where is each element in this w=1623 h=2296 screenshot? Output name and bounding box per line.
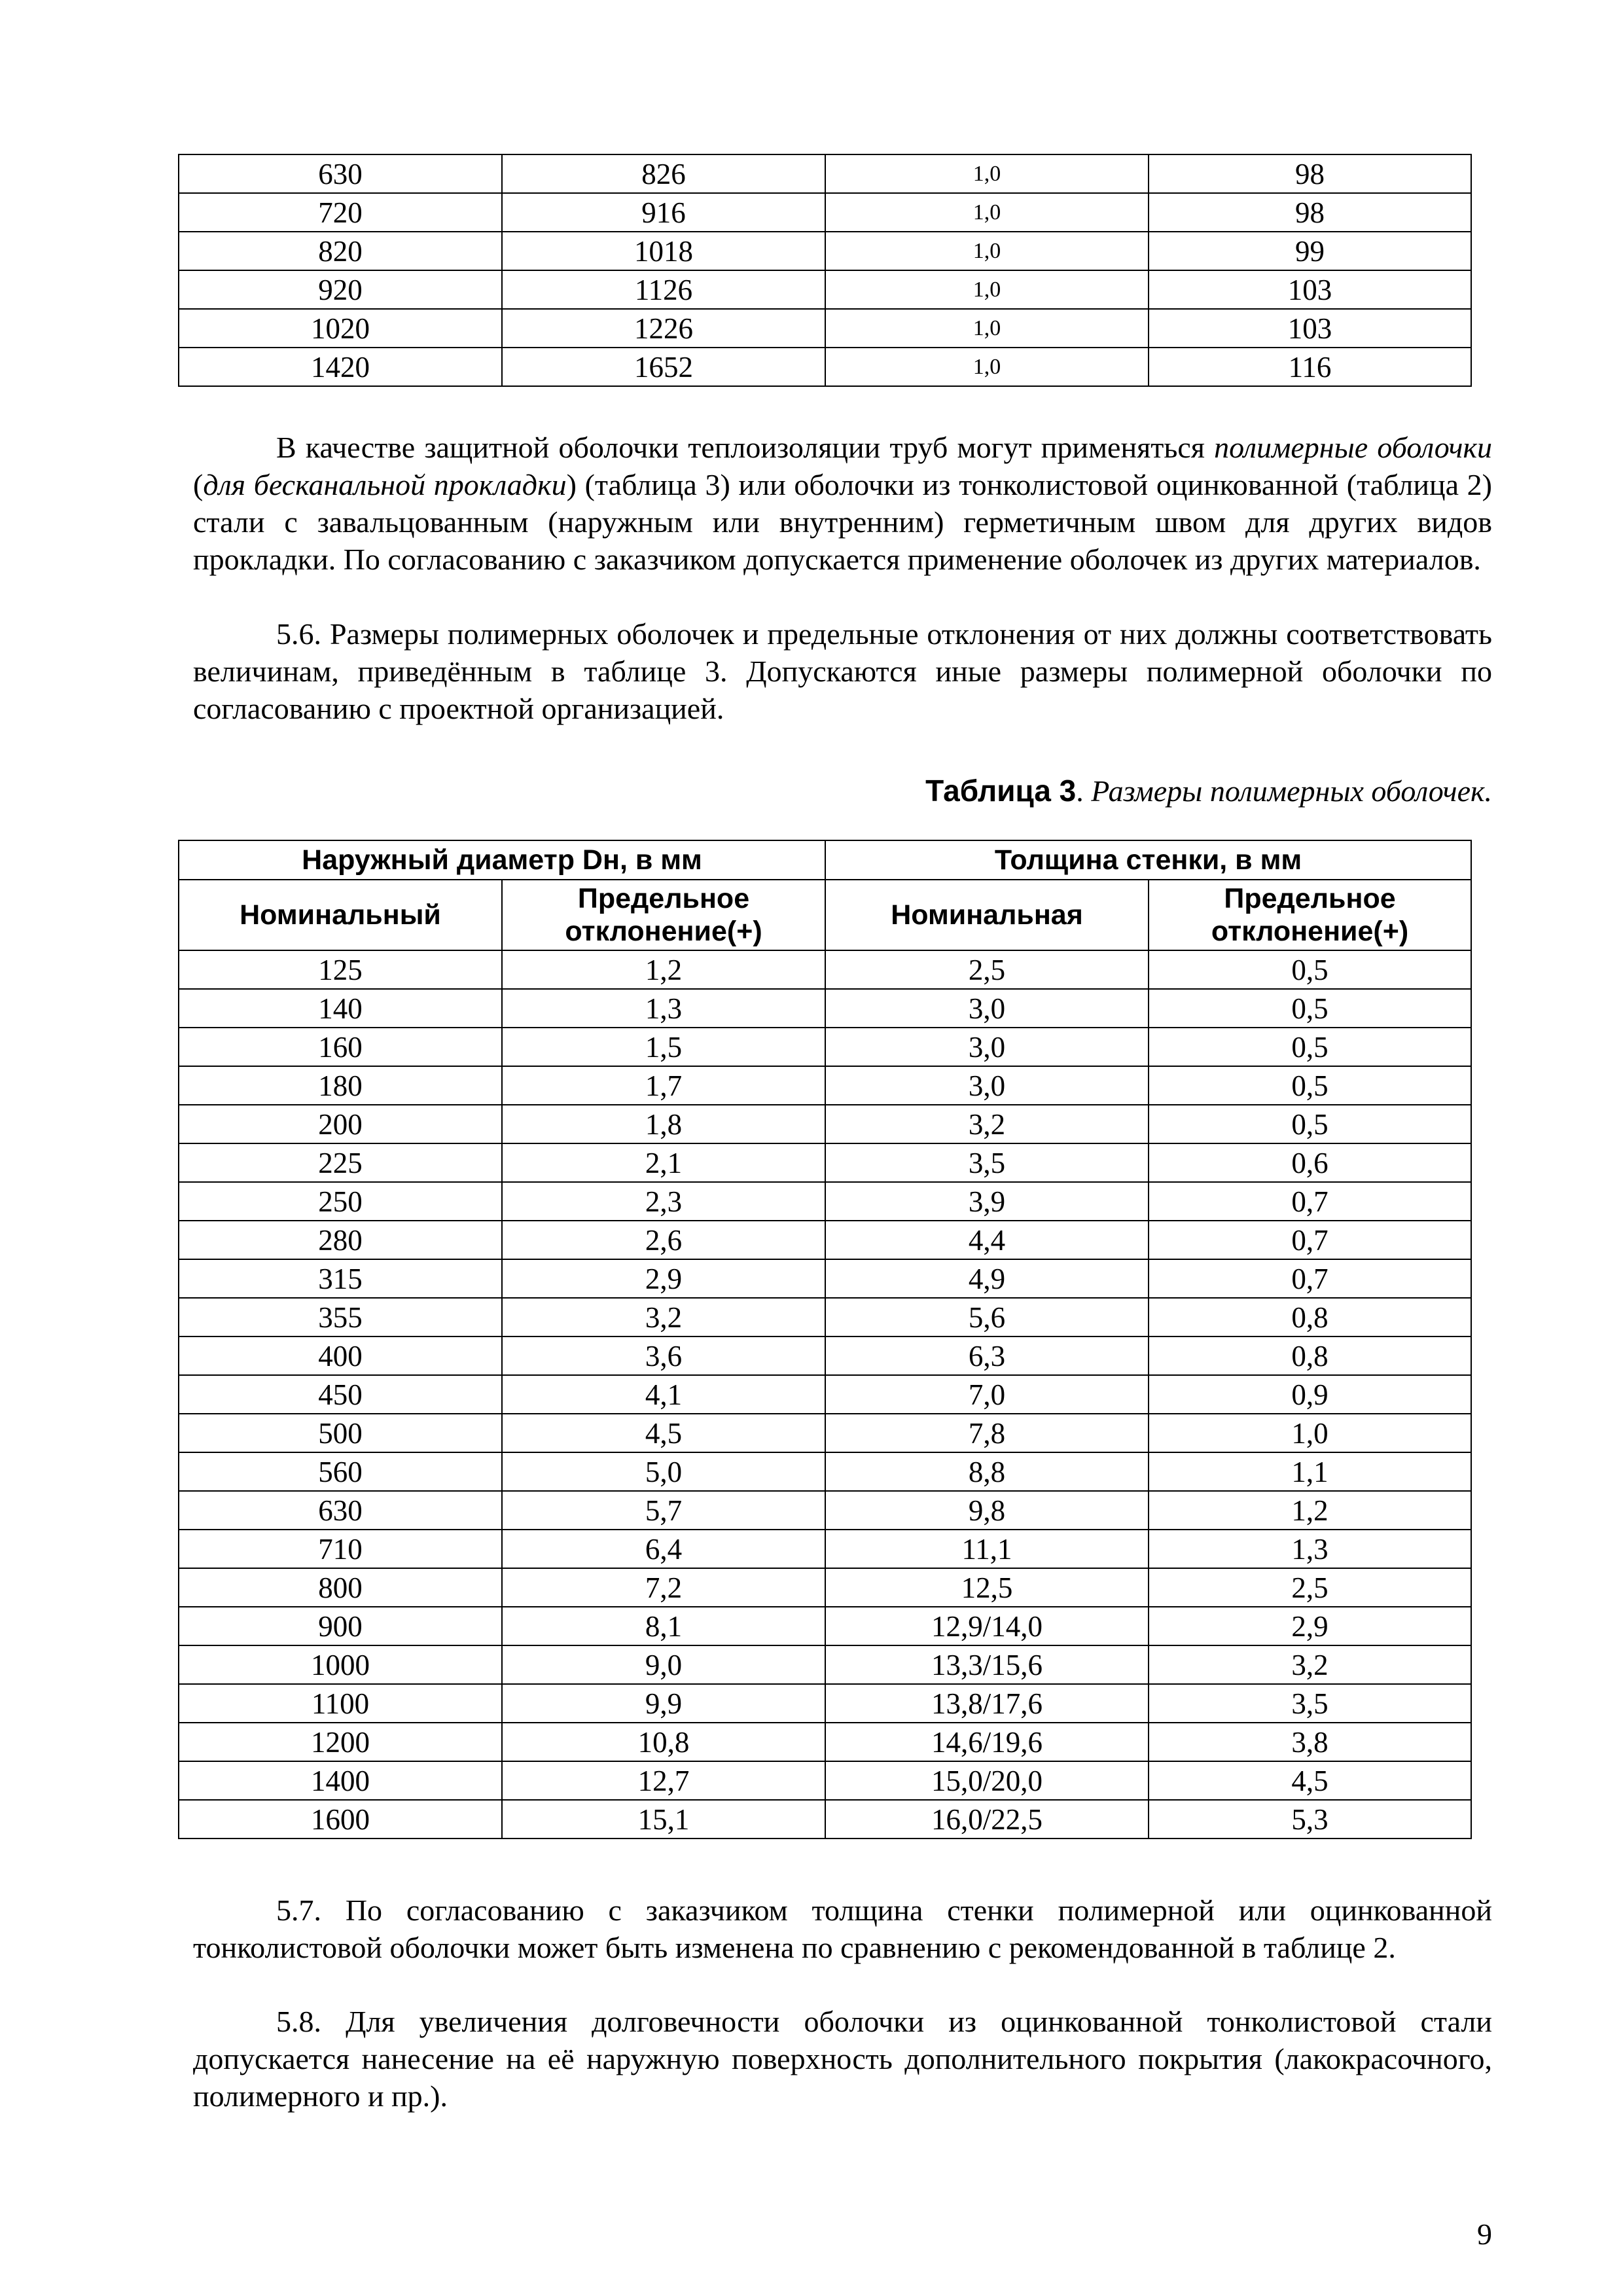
table-cell: 116 (1149, 348, 1471, 386)
table-cell: 1,3 (1149, 1530, 1471, 1568)
table-cell: 3,0 (825, 1028, 1149, 1066)
table-cell: 630 (179, 154, 502, 193)
table3-body (179, 950, 1471, 1839)
table-cell: 4,4 (825, 1221, 1149, 1259)
table-cell: 315 (179, 1259, 502, 1298)
table-cell: 7,2 (502, 1568, 825, 1607)
table-cell: 5,0 (502, 1452, 825, 1491)
table-row (179, 193, 1471, 232)
table-cell: 9,8 (825, 1491, 1149, 1530)
table-cell: 1600 (179, 1800, 502, 1839)
table-cell: 0,5 (1149, 989, 1471, 1028)
table3-polymer-shells (178, 840, 1472, 1839)
table-row (179, 1645, 1471, 1684)
paragraph-italic-text: для бесканальной прокладки (203, 468, 567, 501)
table-cell: 16,0/22,5 (825, 1800, 1149, 1839)
table-cell: 1420 (179, 348, 502, 386)
table-cell: 15,1 (502, 1800, 825, 1839)
table-cell: 2,9 (1149, 1607, 1471, 1645)
table-row (179, 950, 1471, 989)
table-row (179, 1259, 1471, 1298)
table-cell: 1000 (179, 1645, 502, 1684)
table-row (179, 1568, 1471, 1607)
table-cell: 3,8 (1149, 1723, 1471, 1761)
table-cell: 200 (179, 1105, 502, 1143)
table-cell: 5,6 (825, 1298, 1149, 1336)
table-cell: 1652 (502, 348, 825, 386)
table-cell: 12,7 (502, 1761, 825, 1800)
table-cell: 0,5 (1149, 950, 1471, 989)
table-cell: 1,2 (502, 950, 825, 989)
table-cell: 2,6 (502, 1221, 825, 1259)
table-cell: 103 (1149, 309, 1471, 348)
table-row (179, 989, 1471, 1028)
table-row (179, 1800, 1471, 1839)
paragraph-5-8: 5.8. Для увеличения долговечности оболочки из оцинкованной тонколистовой стали допускается нанесение на её наружную поверхность дополнительного покрытия (лакокрасочного, полимерного и пр.). (193, 2005, 1492, 2113)
table-cell: 13,8/17,6 (825, 1684, 1149, 1723)
table-cell: 1,8 (502, 1105, 825, 1143)
table-cell: 9,0 (502, 1645, 825, 1684)
table-cell: 99 (1149, 232, 1471, 270)
table-cell: 720 (179, 193, 502, 232)
table-cell: 15,0/20,0 (825, 1761, 1149, 1800)
table-cell: 0,7 (1149, 1259, 1471, 1298)
table-cell: 1,7 (502, 1066, 825, 1105)
table-cell: 1226 (502, 309, 825, 348)
header-thickness-nominal: Номинальная (825, 880, 1149, 950)
table-cell: 500 (179, 1414, 502, 1452)
table-cell: 125 (179, 950, 502, 989)
table-cell: 10,8 (502, 1723, 825, 1761)
table-cell: 3,5 (825, 1143, 1149, 1182)
table-row (179, 154, 1471, 193)
table-row (179, 348, 1471, 386)
header-outer-diameter: Наружный диаметр Dн, в мм (179, 840, 825, 880)
table-cell: 12,5 (825, 1568, 1149, 1607)
table-cell: 0,6 (1149, 1143, 1471, 1182)
table-cell: 1126 (502, 270, 825, 309)
table-cell: 1,0 (825, 193, 1149, 232)
header-diameter-tolerance: Предельное отклонение(+) (502, 880, 825, 950)
table-row (179, 1336, 1471, 1375)
table-cell: 7,0 (825, 1375, 1149, 1414)
table-cell: 2,5 (1149, 1568, 1471, 1607)
table-row (179, 1066, 1471, 1105)
table-cell: 250 (179, 1182, 502, 1221)
caption-label: Таблица 3 (925, 774, 1077, 808)
table-cell: 9,9 (502, 1684, 825, 1723)
table-cell: 820 (179, 232, 502, 270)
table-cell: 3,5 (1149, 1684, 1471, 1723)
table-cell: 14,6/19,6 (825, 1723, 1149, 1761)
table-row (179, 270, 1471, 309)
table-cell: 7,8 (825, 1414, 1149, 1452)
table-cell: 6,3 (825, 1336, 1149, 1375)
table-cell: 1,3 (502, 989, 825, 1028)
table-cell: 800 (179, 1568, 502, 1607)
table-row (179, 309, 1471, 348)
table-cell: 355 (179, 1298, 502, 1336)
table-cell: 4,1 (502, 1375, 825, 1414)
table-cell: 0,5 (1149, 1028, 1471, 1066)
paragraph-text: ) (таблица 3) или оболочки из тонколистовой оцинкованной (таблица 2) стали с завальцованным (наружным или внутренним) герметичным швом для других видов прокладки. По согласованию с заказчиком допускается применение оболочек из других материалов. (193, 468, 1493, 576)
table-row (179, 1143, 1471, 1182)
caption-title: Размеры полимерных оболочек. (1091, 774, 1492, 808)
table-cell: 1200 (179, 1723, 502, 1761)
table-cell: 12,9/14,0 (825, 1607, 1149, 1645)
table-cell: 5,3 (1149, 1800, 1471, 1839)
table-cell: 1100 (179, 1684, 502, 1723)
table-cell: 98 (1149, 193, 1471, 232)
table-cell: 6,4 (502, 1530, 825, 1568)
pipe-table-body (179, 154, 1471, 386)
table-cell: 11,1 (825, 1530, 1149, 1568)
paragraph-shell-types (193, 429, 1492, 578)
table-cell: 630 (179, 1491, 502, 1530)
paragraph-5-7: 5.7. По согласованию с заказчиком толщина стенки полимерной или оцинкованной тонколистовой оболочки может быть изменена по сравнению с рекомендованной в таблице 2. (193, 1893, 1492, 1964)
header-diameter-nominal: Номинальный (179, 880, 502, 950)
table-cell: 3,9 (825, 1182, 1149, 1221)
header-thickness-tolerance: Предельное отклонение(+) (1149, 880, 1471, 950)
table-cell: 3,2 (825, 1105, 1149, 1143)
table-cell: 4,9 (825, 1259, 1149, 1298)
table-cell: 1,0 (825, 232, 1149, 270)
table3-caption (720, 772, 1492, 810)
page-number: 9 (1477, 2217, 1492, 2251)
table-row (179, 1414, 1471, 1452)
table-cell: 3,0 (825, 1066, 1149, 1105)
table-cell: 2,3 (502, 1182, 825, 1221)
table-row (179, 1028, 1471, 1066)
table-cell: 0,7 (1149, 1221, 1471, 1259)
table-cell: 225 (179, 1143, 502, 1182)
table-cell: 8,8 (825, 1452, 1149, 1491)
header-wall-thickness: Толщина стенки, в мм (825, 840, 1471, 880)
table-row (179, 1491, 1471, 1530)
table-cell: 4,5 (502, 1414, 825, 1452)
table-cell: 3,2 (1149, 1645, 1471, 1684)
table-cell: 710 (179, 1530, 502, 1568)
table-cell: 160 (179, 1028, 502, 1066)
table-cell: 1,1 (1149, 1452, 1471, 1491)
table-cell: 450 (179, 1375, 502, 1414)
table-cell: 560 (179, 1452, 502, 1491)
table-cell: 1,0 (825, 309, 1149, 348)
table3-group-header-row (179, 840, 1471, 880)
table-row (179, 1684, 1471, 1723)
table-cell: 2,1 (502, 1143, 825, 1182)
table3-column-header-row (179, 880, 1471, 950)
table-cell: 13,3/15,6 (825, 1645, 1149, 1684)
table-cell: 1018 (502, 232, 825, 270)
table-row (179, 1452, 1471, 1491)
table-row (179, 1182, 1471, 1221)
table-cell: 1,2 (1149, 1491, 1471, 1530)
table-cell: 2,9 (502, 1259, 825, 1298)
table-cell: 400 (179, 1336, 502, 1375)
table-cell: 2,5 (825, 950, 1149, 989)
paragraph-italic-text: полимерные оболочки (1214, 431, 1492, 464)
paragraph-text: ( (193, 468, 204, 501)
table-row (179, 1761, 1471, 1800)
table-cell: 0,8 (1149, 1336, 1471, 1375)
paragraph-text: В качестве защитной оболочки теплоизоляции труб могут применяться (276, 431, 1215, 464)
table-row (179, 1105, 1471, 1143)
table-cell: 1,0 (825, 154, 1149, 193)
table-cell: 826 (502, 154, 825, 193)
table-cell: 140 (179, 989, 502, 1028)
table-cell: 180 (179, 1066, 502, 1105)
table-cell: 98 (1149, 154, 1471, 193)
table-row (179, 1221, 1471, 1259)
table-row (179, 1375, 1471, 1414)
table-cell: 900 (179, 1607, 502, 1645)
table-cell: 4,5 (1149, 1761, 1471, 1800)
table-cell: 0,9 (1149, 1375, 1471, 1414)
table-cell: 8,1 (502, 1607, 825, 1645)
table-row (179, 1607, 1471, 1645)
paragraph-5-6: 5.6. Размеры полимерных оболочек и предельные отклонения от них должны соответствовать величинам, приведённым в таблице 3. Допускаются иные размеры полимерной оболочки по согласованию с проектной организацией. (193, 617, 1492, 725)
table-cell: 0,5 (1149, 1105, 1471, 1143)
table-row (179, 1298, 1471, 1336)
table-row (179, 1530, 1471, 1568)
caption-separator: . (1076, 774, 1092, 808)
table-cell: 916 (502, 193, 825, 232)
table-cell: 3,6 (502, 1336, 825, 1375)
table-cell: 0,7 (1149, 1182, 1471, 1221)
table-cell: 3,0 (825, 989, 1149, 1028)
table-row (179, 232, 1471, 270)
table-cell: 1,0 (825, 270, 1149, 309)
table-cell: 1020 (179, 309, 502, 348)
table-cell: 920 (179, 270, 502, 309)
table-cell: 3,2 (502, 1298, 825, 1336)
table-cell: 0,5 (1149, 1066, 1471, 1105)
table-cell: 1,0 (825, 348, 1149, 386)
table-cell: 1,5 (502, 1028, 825, 1066)
table-cell: 1,0 (1149, 1414, 1471, 1452)
table-row (179, 1723, 1471, 1761)
table-cell: 1400 (179, 1761, 502, 1800)
table-cell: 0,8 (1149, 1298, 1471, 1336)
table-cell: 280 (179, 1221, 502, 1259)
table-cell: 103 (1149, 270, 1471, 309)
pipe-table-continuation (178, 154, 1472, 387)
table-cell: 5,7 (502, 1491, 825, 1530)
